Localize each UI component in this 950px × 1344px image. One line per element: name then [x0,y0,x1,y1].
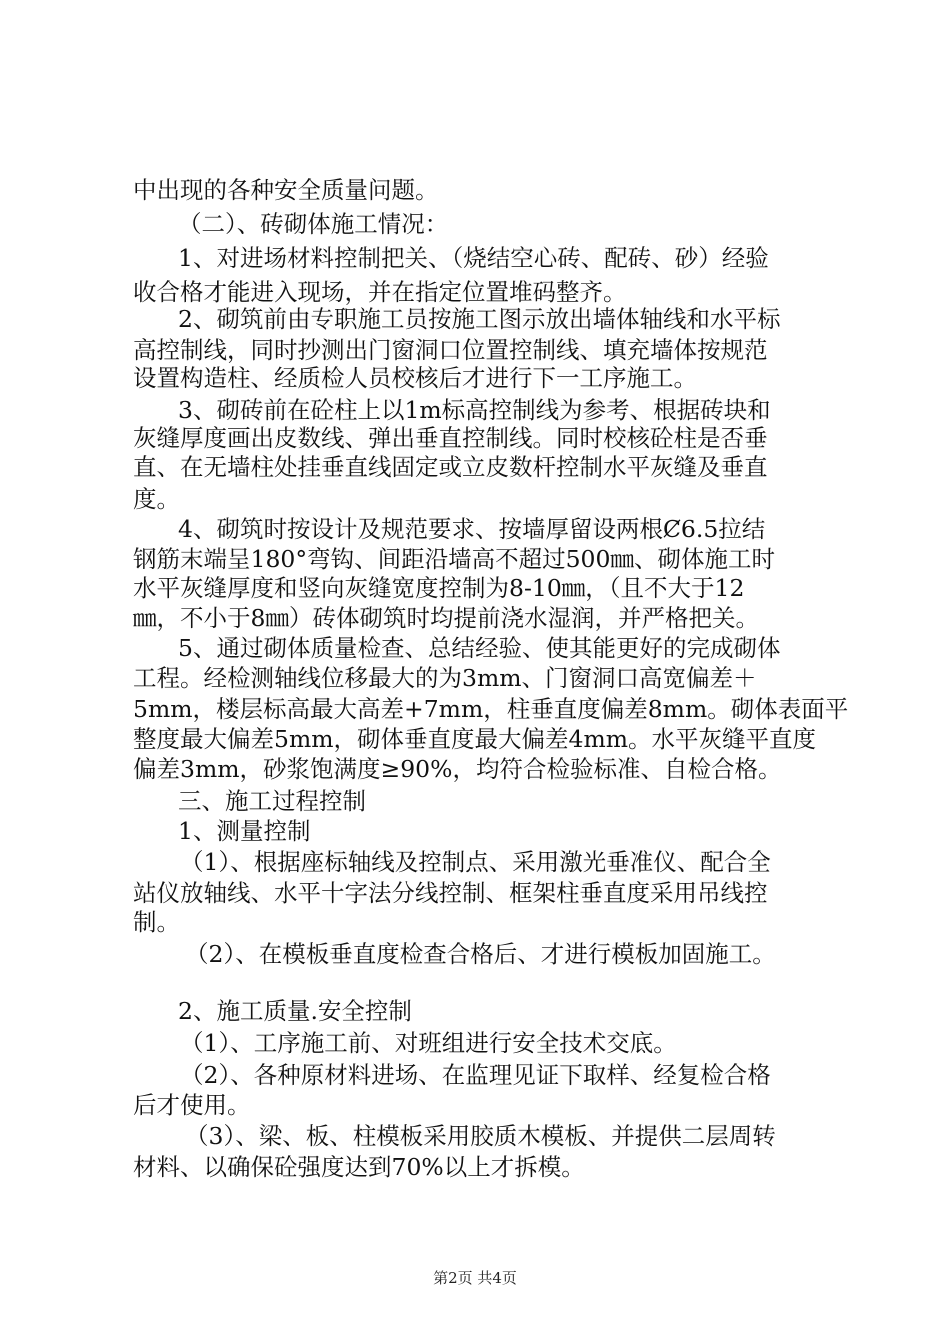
text-line: 3、砌砖前在砼柱上以1m标高控制线为参考、根据砖块和 [178,396,771,424]
text-line: 5mm，楼层标高最大高差+7mm，柱垂直度偏差8mm。砌体表面平 [133,695,849,723]
text-line: 5、通过砌体质量检查、总结经验、使其能更好的完成砌体 [178,634,781,662]
text-line: 2、砌筑前由专职施工员按施工图示放出墙体轴线和水平标 [178,305,781,333]
text-line: 灰缝厚度画出皮数线、弹出垂直控制线。同时校核砼柱是否垂 [133,424,768,452]
text-line: （3）、梁、板、柱模板采用胶质木模板、并提供二层周转 [185,1122,776,1150]
page-number-label: 第2页 共4页 [433,1269,517,1287]
section-heading: 三、施工过程控制 [178,787,366,815]
subsection-heading: 1、测量控制 [178,817,311,845]
text-line: 钢筋末端呈180°弯钩、间距沿墙高不超过500㎜、砌体施工时 [133,545,775,573]
text-line: 制。 [133,908,180,936]
text-line: 工程。经检测轴线位移最大的为3mm、门窗洞口高宽偏差＋ [133,664,757,692]
text-line: 4、砌筑时按设计及规范要求、按墙厚留设两根Ȼ6.5拉结 [178,515,766,543]
text-line: 直、在无墙柱处挂垂直线固定或立皮数杆控制水平灰缝及垂直 [133,453,768,481]
text-line: 1、对进场材料控制把关、（烧结空心砖、配砖、砂）经验 [178,244,769,272]
text-line: （1）、根据座标轴线及控制点、采用激光垂准仪、配合全 [180,848,771,876]
text-line: 站仪放轴线、水平十字法分线控制、框架柱垂直度采用吊线控 [133,879,768,907]
text-line: 整度最大偏差5mm，砌体垂直度最大偏差4mm。水平灰缝平直度 [133,725,817,753]
text-line: 中出现的各种安全质量问题。 [133,176,439,204]
text-line: 度。 [133,485,180,513]
page-footer [0,1268,950,1288]
text-line: ㎜，不小于8㎜）砖体砌筑时均提前浇水湿润，并严格把关。 [133,604,759,632]
text-line: （1）、工序施工前、对班组进行安全技术交底。 [180,1029,677,1057]
text-line: 水平灰缝厚度和竖向灰缝宽度控制为8-10㎜，（且不大于12 [133,574,745,602]
text-line: 材料、以确保砼强度达到70%以上才拆模。 [133,1153,585,1181]
section-heading: （二）、砖砌体施工情况： [178,210,449,238]
text-line: 设置构造柱、经质检人员校核后才进行下一工序施工。 [133,364,697,392]
text-line: 收合格才能进入现场，并在指定位置堆码整齐。 [133,278,627,306]
text-line: 高控制线，同时抄测出门窗洞口位置控制线、填充墙体按规范 [133,336,768,364]
text-line: 后才使用。 [133,1091,251,1119]
text-line: 偏差3mm，砂浆饱满度≥90%，均符合检验标准、自检合格。 [133,755,782,783]
text-line: （2）、在模板垂直度检查合格后、才进行模板加固施工。 [185,940,776,968]
subsection-heading: 2、施工质量.安全控制 [178,997,412,1025]
text-line: （2）、各种原材料进场、在监理见证下取样、经复检合格 [180,1061,771,1089]
